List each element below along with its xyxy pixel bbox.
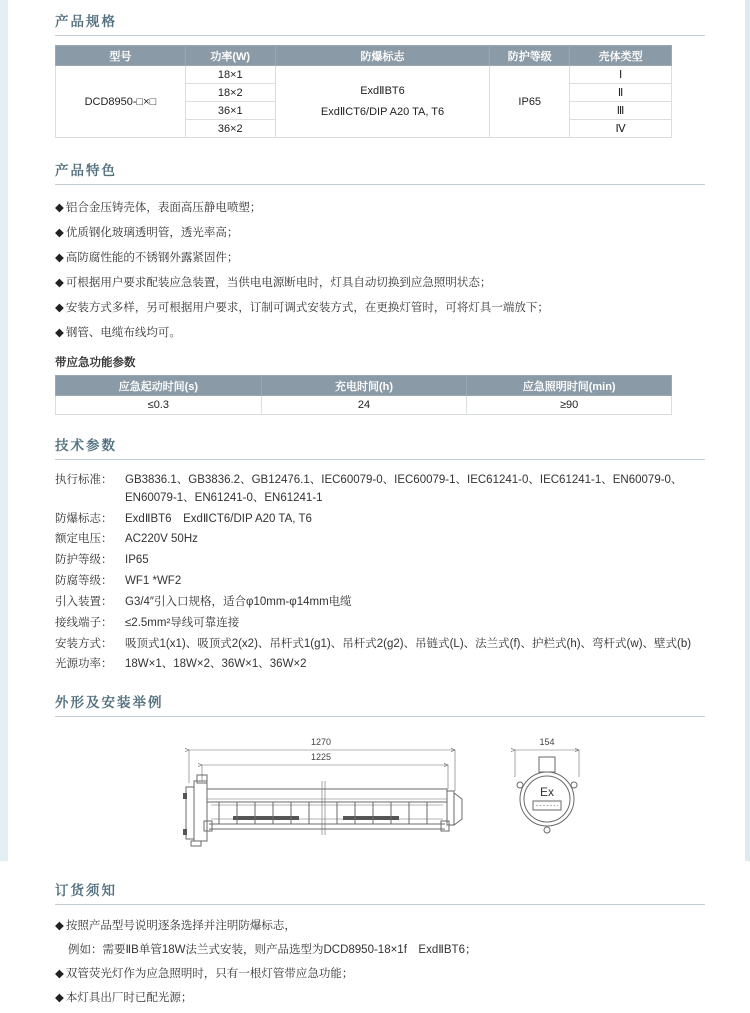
feature-text: 优质钢化玻璃透明管，透光率高； (65, 227, 239, 239)
tech-param-label: 防爆标志： (55, 512, 113, 525)
section-title-tech-params: 技术参数 (55, 438, 117, 453)
tech-params-list (55, 472, 705, 674)
emg-col-header-charge-time: 充电时间(h) (261, 376, 467, 396)
diamond-bullet-icon: ◆ (55, 227, 64, 239)
outline-drawings (55, 737, 705, 865)
page-content (55, 10, 705, 1013)
dim-end-label: 154 (539, 737, 555, 748)
table-row (56, 396, 672, 415)
order-note-text: 按照产品型号说明逐条选择并注明防爆标志， (65, 920, 296, 933)
tech-param-value: 吸顶式1(x1)、吸顶式2(x2)、吊杆式1(g1)、吊杆式2(g2)、吊链式(L)、法兰式(f)、护栏式(h)、弯杆式(w)、壁式(b) (125, 637, 692, 650)
emg-start-time-value: ≤0.3 (56, 396, 262, 415)
section-rule (55, 904, 705, 905)
section-rule (55, 35, 705, 36)
list-item (55, 989, 705, 1005)
lamp-side-view-drawing (171, 737, 471, 855)
feature-list (55, 199, 705, 340)
section-title-product-spec: 产品规格 (55, 14, 117, 29)
spec-power-cell: 36×2 (185, 120, 275, 138)
emg-col-header-light-time: 应急照明时间(min) (467, 376, 672, 396)
spec-col-header-shell: 壳体类型 (570, 46, 672, 66)
list-item (55, 917, 705, 933)
list-item (55, 274, 705, 290)
page-left-edge-strip (0, 0, 8, 861)
emergency-header-row (56, 376, 672, 396)
tech-param-label: 光源功率： (55, 658, 113, 671)
spec-power-cell: 18×2 (185, 84, 275, 102)
order-note-text: 双管荧光灯作为应急照明时，只有一根灯管带应急功能； (65, 968, 354, 981)
spec-power-cell: 36×1 (185, 102, 275, 120)
diamond-bullet-icon: ◆ (55, 252, 64, 264)
diamond-bullet-icon: ◆ (55, 968, 64, 981)
tech-param-label: 安装方式： (55, 637, 113, 650)
emg-col-header-start-time: 应急起动时间(s) (56, 376, 262, 396)
diamond-bullet-icon: ◆ (55, 277, 64, 289)
emergency-params-table (55, 375, 672, 415)
lamp-end-view-drawing (505, 737, 589, 841)
tech-param-label: 防腐等级： (55, 575, 113, 588)
section-rule (55, 716, 705, 717)
diamond-bullet-icon: ◆ (55, 327, 64, 339)
section-title-features: 产品特色 (55, 163, 117, 178)
spec-shell-cell: Ⅰ (570, 66, 672, 84)
spec-shell-cell: Ⅳ (570, 120, 672, 138)
tech-param-value: 18W×1、18W×2、36W×1、36W×2 (125, 658, 307, 671)
list-item (55, 249, 705, 265)
section-rule (55, 459, 705, 460)
spec-protection-cell: IP65 (490, 66, 570, 138)
emergency-params-label: 带应急功能参数 (55, 357, 136, 369)
tech-param-value: AC220V 50Hz (125, 533, 198, 546)
tech-param-row (55, 615, 705, 633)
list-item (55, 299, 705, 315)
emg-light-time-value: ≥90 (467, 396, 672, 415)
spec-exmark-line1: ExdⅡBT6 (360, 84, 405, 97)
spec-col-header-model: 型号 (56, 46, 186, 66)
tech-param-label: 引入装置： (55, 595, 113, 608)
section-title-outline: 外形及安装举例 (55, 695, 164, 711)
tech-param-row (55, 573, 705, 591)
feature-text: 高防腐性能的不锈钢外露紧固件； (65, 252, 239, 264)
spec-col-header-exmark: 防爆标志 (275, 46, 490, 66)
tech-param-value: GB3836.1、GB3836.2、GB12476.1、IEC60079-0、IEC60079-1、IEC61241-0、IEC61241-1、EN60079-0、EN60079-1、EN61241-0、EN61241-1 (125, 474, 683, 504)
tech-param-row (55, 531, 705, 549)
list-item (55, 199, 705, 215)
tech-param-label: 防护等级： (55, 554, 113, 567)
list-item (55, 224, 705, 240)
diamond-bullet-icon: ◆ (55, 302, 64, 314)
diamond-bullet-icon: ◆ (55, 992, 64, 1005)
order-note-text: 本灯具出厂时已配光源； (65, 992, 193, 1005)
tech-param-row (55, 472, 705, 508)
tech-param-value: ≤2.5mm²导线可靠连接 (125, 616, 240, 629)
spec-shell-cell: Ⅱ (570, 84, 672, 102)
tech-param-row (55, 552, 705, 570)
tech-param-value: IP65 (125, 554, 149, 567)
section-title-ordering: 订货须知 (55, 883, 117, 899)
tech-param-row (55, 656, 705, 674)
list-item (55, 965, 705, 981)
ex-marking-label: Ex (539, 785, 555, 800)
tech-param-row (55, 636, 705, 654)
emg-charge-time-value: 24 (261, 396, 467, 415)
list-item (55, 324, 705, 340)
spec-header-row (56, 46, 672, 66)
tech-param-row (55, 594, 705, 612)
page-right-edge-strip (745, 0, 750, 861)
tech-param-value: WF1 *WF2 (125, 575, 182, 588)
spec-exmark-cell (275, 66, 490, 138)
tech-param-label: 接线端子： (55, 616, 113, 629)
product-spec-table (55, 45, 672, 138)
tech-param-value: G3/4″引入口规格，适合φ10mm-φ14mm电缆 (125, 595, 352, 608)
feature-text: 钢管、电缆布线均可。 (65, 327, 181, 339)
feature-text: 安装方式多样，另可根据用户要求，订制可调式安装方式，在更换灯管时，可将灯具一端放下； (65, 302, 549, 314)
tech-param-label: 额定电压： (55, 533, 113, 546)
spec-model-cell: DCD8950-□×□ (56, 66, 186, 138)
spec-col-header-power: 功率(W) (185, 46, 275, 66)
tech-param-label: 执行标准： (55, 474, 113, 486)
section-rule (55, 184, 705, 185)
list-item (55, 941, 705, 957)
feature-text: 可根据用户要求配装应急装置，当供电电源断电时，灯具自动切换到应急照明状态； (65, 277, 492, 289)
table-row (56, 66, 672, 84)
spec-power-cell: 18×1 (185, 66, 275, 84)
feature-text: 铝合金压铸壳体，表面高压静电喷塑； (65, 202, 262, 214)
diamond-bullet-icon: ◆ (55, 920, 64, 933)
tech-param-row (55, 511, 705, 529)
spec-exmark-line2: ExdⅡCT6/DIP A20 TA, T6 (320, 105, 445, 118)
dim-total-label: 1270 (310, 737, 332, 748)
dim-inner-label: 1225 (310, 752, 332, 763)
ordering-notes-list (55, 917, 705, 1005)
order-note-text: 例如：需要ⅡB单管18W法兰式安装，则产品选型为DCD8950-18×1f ExdⅡBT6； (68, 944, 477, 957)
spec-col-header-protection: 防护等级 (490, 46, 570, 66)
spec-shell-cell: Ⅲ (570, 102, 672, 120)
tech-param-value: ExdⅡBT6 ExdⅡCT6/DIP A20 TA, T6 (125, 512, 312, 525)
diamond-bullet-icon: ◆ (55, 202, 64, 214)
